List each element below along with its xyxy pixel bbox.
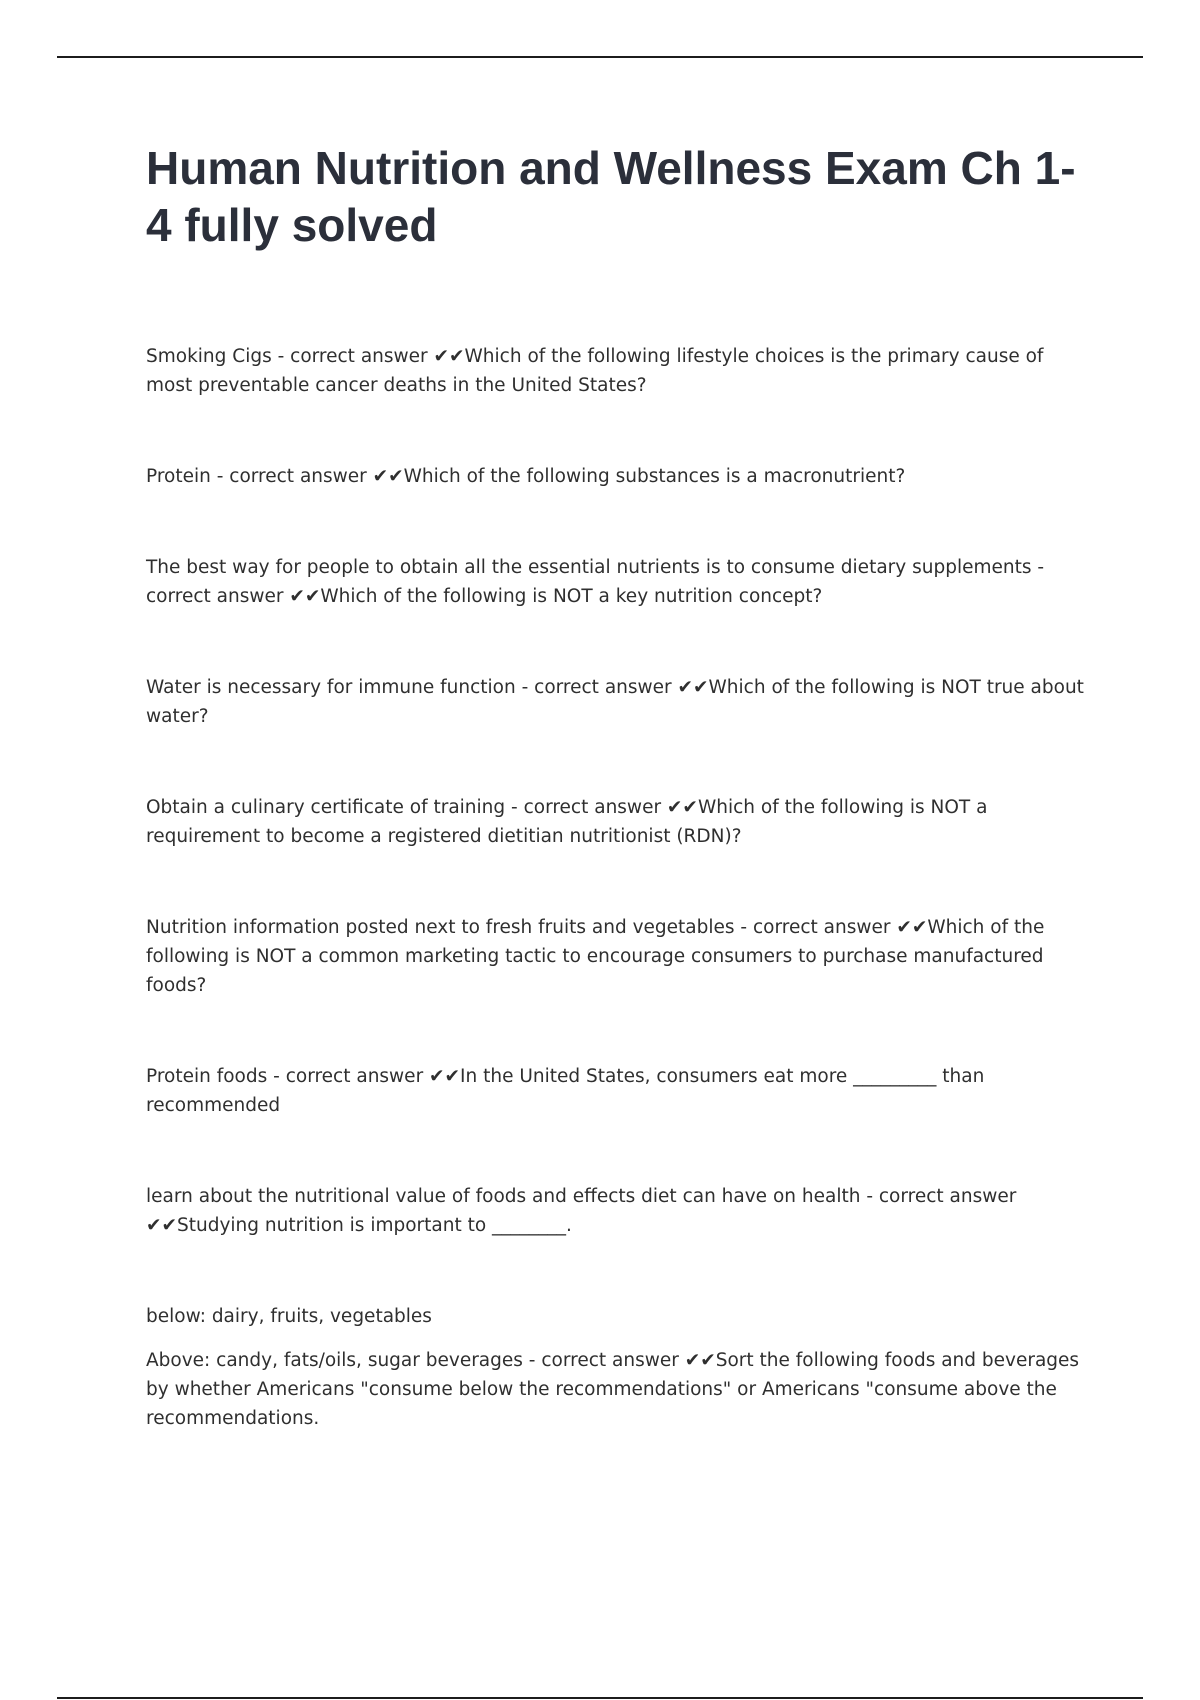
qa-list	[146, 342, 1091, 1433]
qa-item-4: Water is necessary for immune function - correct answer ✔✔Which of the following is NOT true about water?	[146, 677, 1084, 727]
document-title: Human Nutrition and Wellness Exam Ch 1-4 fully solved	[146, 142, 1076, 251]
qa-item-7: Protein foods - correct answer ✔✔In the United States, consumers eat more _________ than recommended	[146, 1066, 985, 1116]
top-rule	[57, 56, 1143, 58]
bottom-rule	[57, 1697, 1143, 1699]
qa-item-3: The best way for people to obtain all the essential nutrients is to consume dietary supplements - correct answer ✔✔Which of the following is NOT a key nutrition concept?	[146, 557, 1045, 607]
qa-item-2: Protein - correct answer ✔✔Which of the following substances is a macronutrient?	[146, 466, 906, 487]
qa-item-9-above: Above: candy, fats/oils, sugar beverages - correct answer ✔✔Sort the following foods and beverages by whether Americans "consume below the recommendations" or Americans "consume above the recommendations.	[146, 1350, 1080, 1429]
qa-item-6: Nutrition information posted next to fresh fruits and vegetables - correct answer ✔✔Which of the following is NOT a common marketing tactic to encourage consumers to purchase manufactured foods?	[146, 917, 1045, 996]
qa-item-8: learn about the nutritional value of foods and effects diet can have on health - correct answer ✔✔Studying nutrition is important to ________.	[146, 1186, 1017, 1236]
document-body	[146, 140, 1091, 1433]
qa-item-5: Obtain a culinary certificate of training - correct answer ✔✔Which of the following is NOT a requirement to become a registered dietitian nutritionist (RDN)?	[146, 797, 988, 847]
qa-item-9-below: below: dairy, fruits, vegetables	[146, 1306, 432, 1327]
qa-item-1: Smoking Cigs - correct answer ✔✔Which of the following lifestyle choices is the primary cause of most preventable cancer deaths in the United States?	[146, 346, 1044, 396]
